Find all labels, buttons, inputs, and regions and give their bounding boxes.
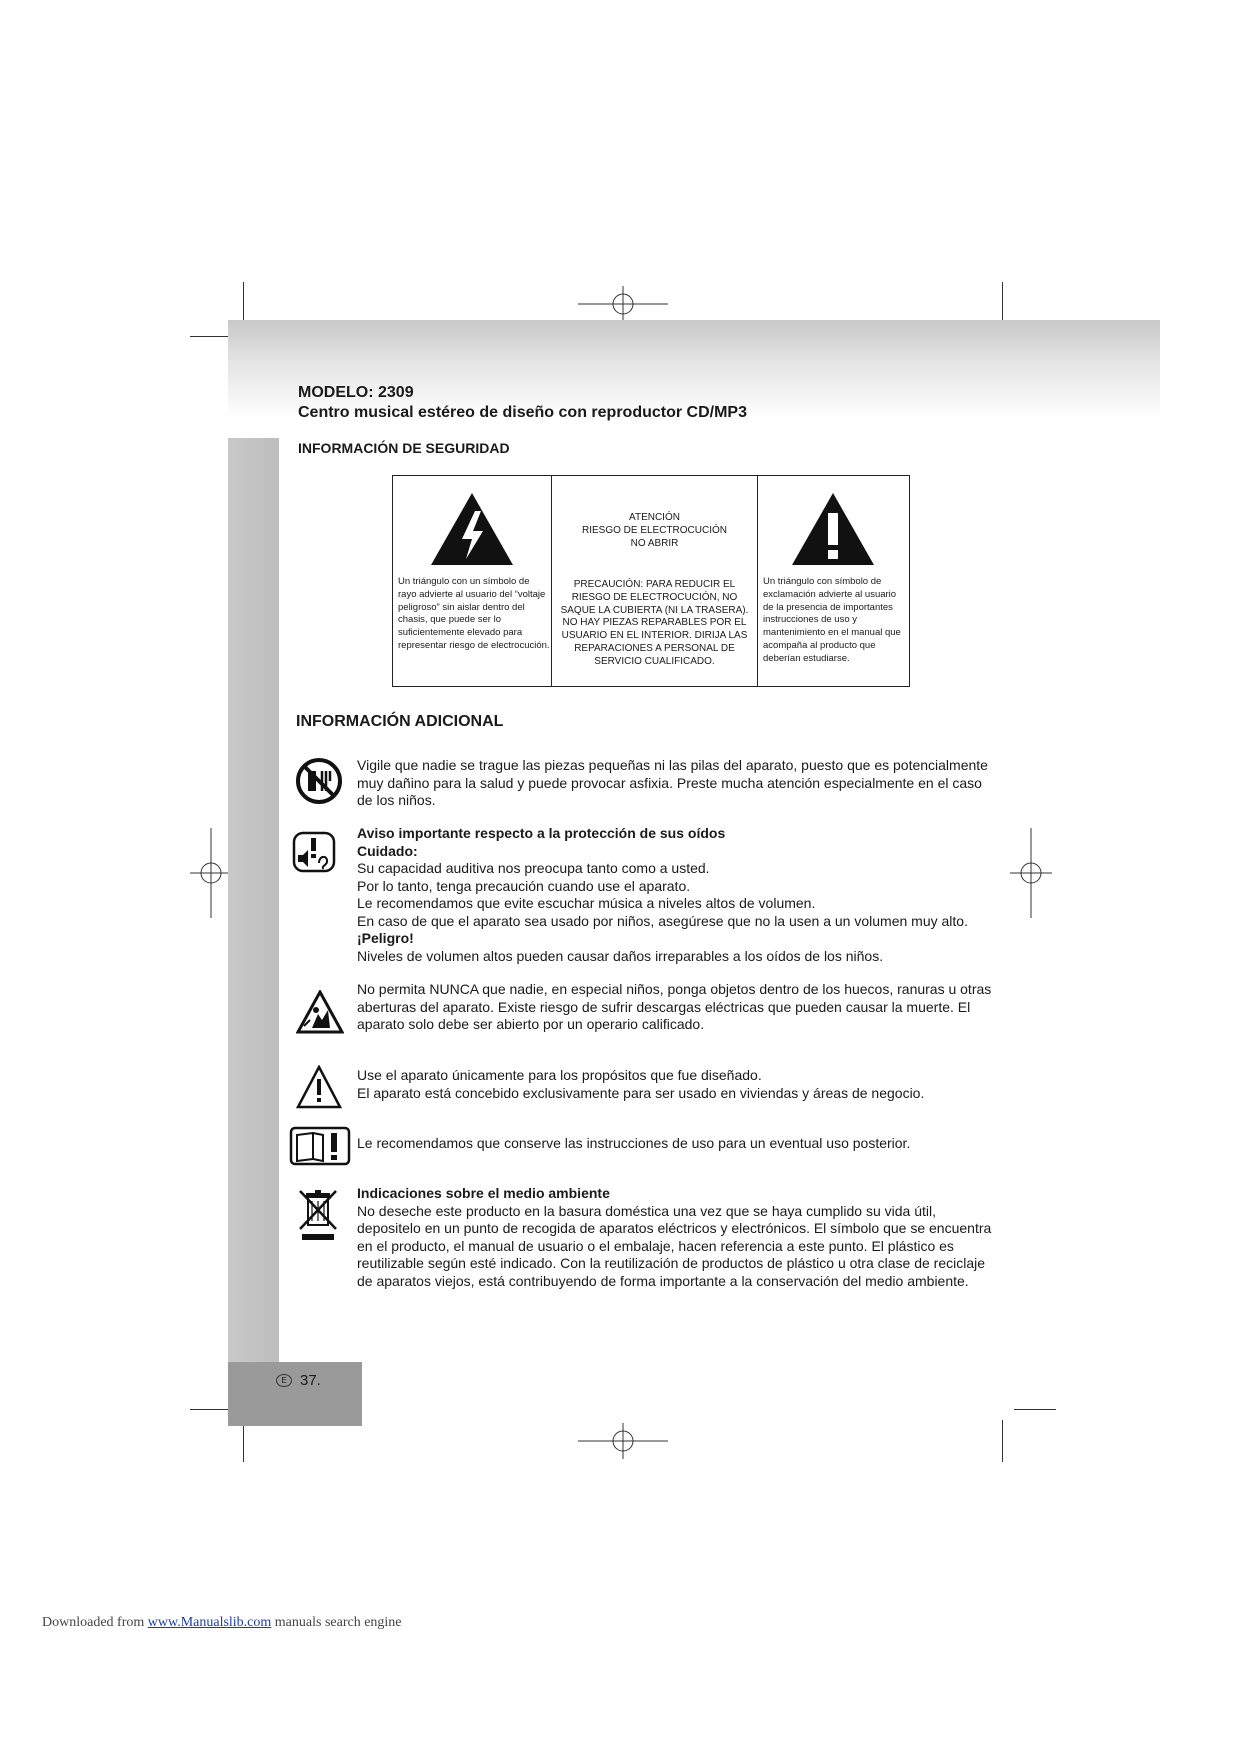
footer-suffix: manuals search engine [274, 1615, 402, 1630]
warning-table [392, 475, 910, 687]
manualslib-link[interactable]: www.Manualslib.com [147, 1615, 272, 1630]
hearing-line: Le recomendamos que evite escuchar música a niveles altos de volumen. [357, 895, 816, 911]
attention-line: NO ABRIR [630, 538, 679, 549]
usage-line: El aparato está concebido exclusivamente para ser usado en viviendas y áreas de negocio. [357, 1084, 925, 1101]
danger-text: Niveles de volumen altos pueden causar daños irreparables a los oídos de los niños. [357, 947, 884, 964]
additional-info-title: INFORMACIÓN ADICIONAL [296, 713, 504, 730]
electric-shock-icon [296, 990, 344, 1034]
model-title: MODELO: 2309 [298, 384, 414, 401]
lightning-warning-text: Un triángulo con un símbolo de rayo advierte al usuario del “voltaje peligroso” sin aislar dentro del chasis, que puede ser lo suficientemente elevado para representar riesgo de electrocución. [398, 576, 550, 651]
hearing-warning-icon [292, 831, 336, 873]
choking-warning-text: Vigile que nadie se trague las piezas pequeñas ni las pilas del aparato, puesto que es potencialmente muy dañino para la salud y puede provocar asfixia. Preste mucha atención especialmente en el caso de los niños. [357, 757, 988, 808]
side-gray-band [228, 438, 279, 1362]
language-mark-icon: E [276, 1374, 292, 1387]
attention-line: ATENCIÓN [629, 512, 680, 523]
keep-manual-text: Le recomendamos que conserve las instrucciones de uso para un eventual uso posterior. [357, 1135, 911, 1151]
environment-title: Indicaciones sobre el medio ambiente [357, 1185, 610, 1201]
exclamation-warning-text: Un triángulo con símbolo de exclamación advierte al usuario de la presencia de importantes instrucciones de uso y mantenimiento en el manual que acompaña al producto que deberían estudiarse. [763, 576, 901, 664]
page-number-text: 37. [300, 1372, 321, 1389]
exclamation-warning-icon [790, 491, 876, 567]
hearing-title: Aviso importante respecto a la protección de sus oídos [357, 825, 726, 841]
registration-mark-left [190, 828, 232, 918]
footer-prefix: Downloaded from [42, 1615, 145, 1630]
objects-warning-text: No permita NUNCA que nadie, en especial niños, ponga objetos dentro de los huecos, ranuras u otras aberturas del aparato. Existe riesgo de sufrir descargas eléctricas que pueden causar la muerte. El aparato solo debe ser abierto por un operario calificado. [357, 981, 992, 1032]
download-footer [42, 1615, 402, 1631]
usage-line: Use el aparato únicamente para los propósitos que fue diseñado. [357, 1067, 762, 1083]
danger-label: ¡Peligro! [357, 930, 414, 946]
warning-cell-lightning [393, 476, 552, 686]
usage-block [357, 1067, 997, 1102]
registration-mark-right [1010, 828, 1052, 918]
hearing-warning-block [357, 825, 997, 965]
safety-section-title: INFORMACIÓN DE SEGURIDAD [298, 440, 510, 456]
weee-bin-icon [296, 1187, 340, 1243]
environment-block [357, 1185, 997, 1290]
registration-mark-bottom [578, 1423, 668, 1459]
environment-text: No deseche este producto en la basura doméstica una vez que se haya cumplido su vida útil, depositelo en un punto de recogida de aparatos eléctricos y electrónicos. El símbolo que se encuentra en el producto, el manual de usuario o el embalaje, hacen referencia a este punto. El plástico es reutilizable según esté indicado. Con la reutilización de productos de plástico u otra clase de reciclaje de aparatos viejos, está contribuyendo de forma importante a la conservación del medio ambiente. [357, 1202, 992, 1289]
no-swallow-icon [295, 757, 343, 805]
attention-line: RIESGO DE ELECTROCUCIÓN [581, 525, 728, 536]
registration-mark-top [578, 286, 668, 322]
hearing-line: Por lo tanto, tenga precaución cuando use el aparato. [357, 877, 691, 894]
attention-block [552, 511, 757, 550]
warning-cell-exclamation [758, 476, 908, 686]
manual-book-icon [289, 1126, 351, 1166]
general-warning-icon [296, 1065, 342, 1109]
lightning-warning-icon [429, 491, 515, 567]
product-subtitle: Centro musical estéreo de diseño con reproductor CD/MP3 [298, 404, 747, 421]
caution-text: PRECAUCIÓN: PARA REDUCIR EL RIESGO DE ELECTROCUCIÓN, NO SAQUE LA CUBIERTA (NI LA TRASERA). NO HAY PIEZAS REPARABLES POR EL USUARIO EN EL INTERIOR. DIRIJA LAS REPARACIONES A PERSONAL DE SERVICIO CUALIFICADO. [560, 579, 749, 667]
page-number [276, 1372, 321, 1389]
caution-label: Cuidado: [357, 842, 418, 859]
hearing-line: Su capacidad auditiva nos preocupa tanto como a usted. [357, 860, 710, 876]
warning-cell-center [552, 476, 758, 686]
hearing-line: En caso de que el aparato sea usado por niños, asegúrese que no la usen a un volumen muy alto. [357, 912, 968, 929]
